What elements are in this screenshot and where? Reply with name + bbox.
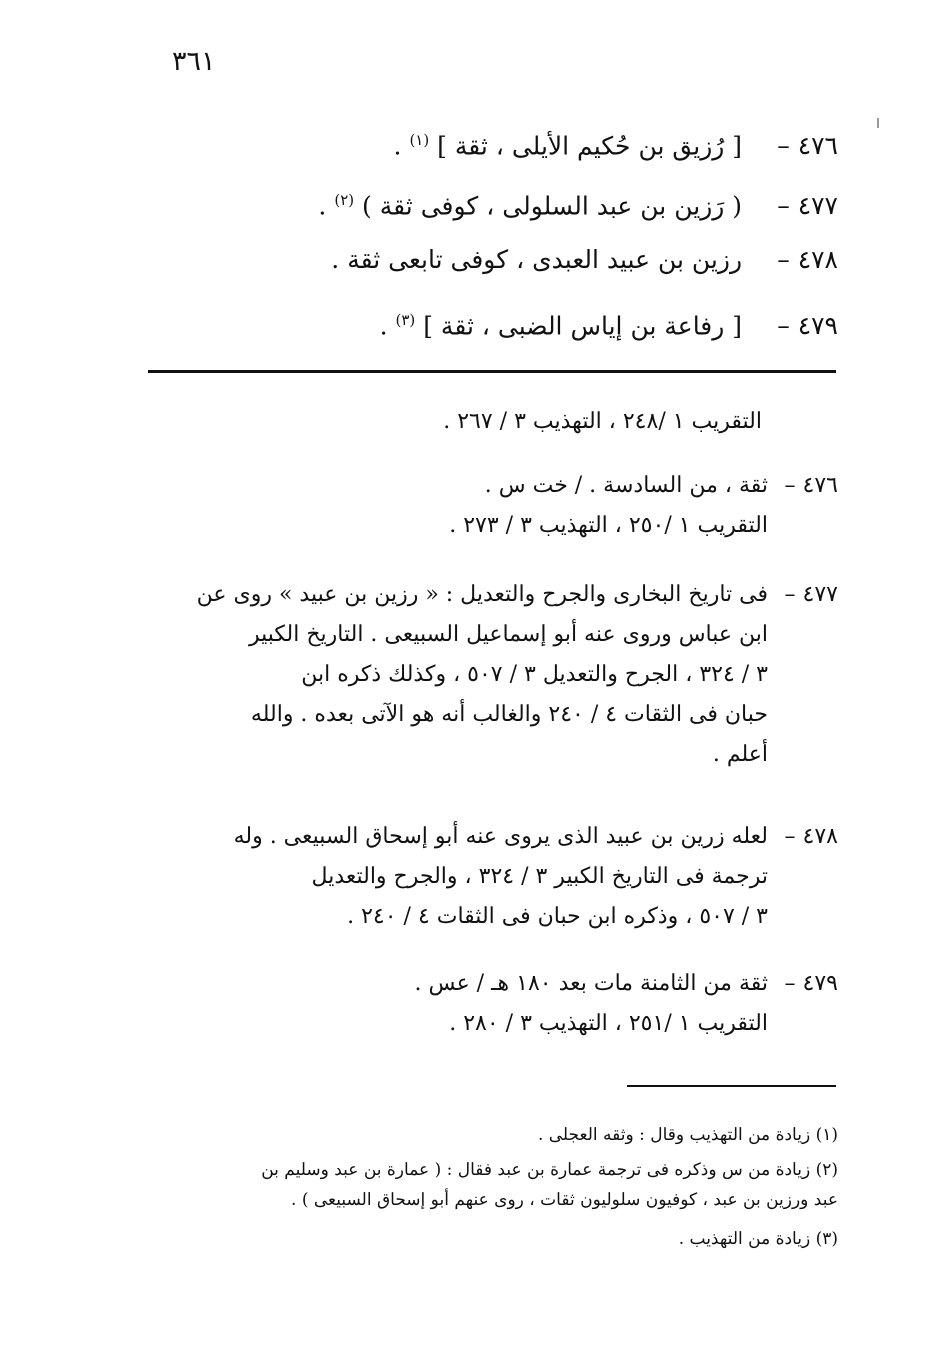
footnote-text: عبد ورزين بن عبد ، كوفيون سلوليون ثقات ، روى عنهم أبو إسحاق السبيعى ) . [291,1190,838,1210]
note-line: ثقة ، من السادسة . / خت س . [484,473,768,498]
entry-476 [394,120,838,166]
entry-477 [318,180,838,226]
note-line: أعلم . [712,742,768,767]
note-text [146,964,768,1044]
entry-479 [380,300,838,346]
footnote-ref[interactable]: (٢) [334,191,355,209]
note-number: ٤٧٩ – [784,971,838,996]
note-text [146,575,768,775]
note-477 [140,575,838,775]
entry-number: ٤٧٧ – [777,191,838,221]
entry-number: ٤٧٩ – [777,311,838,341]
note-line: ترجمة فى التاريخ الكبير ٣ / ٣٢٤ ، والجرح والتعديل [311,864,768,889]
entry-478 [331,240,838,280]
footnote-ref[interactable]: (١) [409,131,430,149]
entry-text: [ رُزيق بن حُكيم الأيلى ، ثقة ] [429,131,743,161]
entry-text: رزين بن عبيد العبدى ، كوفى تابعى ثقة . [331,245,743,274]
entry-text: ( رَزين بن عبد السلولى ، كوفى ثقة ) [354,191,743,221]
footnote-2 [152,1155,838,1215]
page-number: ٣٦١ [172,46,216,77]
note-478 [140,817,838,937]
note-line: ابن عباس وروى عنه أبو إسماعيل السبيعى . التاريخ الكبير [248,622,768,647]
note-text [146,817,768,937]
note-479 [140,964,838,1044]
note-476 [140,466,838,546]
note-line: فى تاريخ البخارى والجرح والتعديل : « رزين بن عبيد » روى عن [196,582,768,607]
footnote-1 [152,1120,838,1150]
entry-number: ٤٧٨ – [777,245,838,274]
note-line: حبان فى الثقات ٤ / ٢٤٠ والغالب أنه هو الآتى بعده . والله [250,702,768,727]
footnote-ref[interactable]: (٣) [395,311,416,329]
footnote-3 [152,1224,838,1254]
note-line: ثقة من الثامنة مات بعد ١٨٠ هـ / عس . [414,971,768,996]
note-number: ٤٧٦ – [784,473,838,498]
note-number: ٤٧٨ – [784,824,838,849]
note-line: لعله زرين بن عبيد الذى يروى عنه أبو إسحاق السبيعى . وله [233,824,768,849]
note-line: التقريب ١ /٢٥١ ، التهذيب ٣ / ٢٨٠ . [449,1011,768,1036]
entry-text: [ رفاعة بن إياس الضبى ، ثقة ] [415,311,743,341]
entry-number: ٤٧٦ – [777,131,838,161]
note-number: ٤٧٧ – [784,582,838,607]
note-line: ٣ / ٣٢٤ ، الجرح والتعديل ٣ / ٥٠٧ ، وكذلك ذكره ابن [301,662,768,687]
note-475 [140,402,838,442]
section-divider [148,370,836,373]
note-line: التقريب ١ /٢٥٠ ، التهذيب ٣ / ٢٧٣ . [449,513,768,538]
entry-end: . [393,131,410,161]
note-text [146,466,768,546]
note-line: التقريب ١ /٢٤٨ ، التهذيب ٣ / ٢٦٧ . [443,409,762,434]
note-line: ٣ / ٥٠٧ ، وذكره ابن حبان فى الثقات ٤ / ٢٤٠ . [347,904,768,929]
footnote-divider [627,1085,836,1087]
entry-end: . [379,311,396,341]
footnote-text: (٢) زيادة من س وذكره فى ترجمة عمارة بن عبد فقال : ( عمارة بن عبد وسليم بن [261,1160,838,1180]
footnote-text: (٣) زيادة من التهذيب . [678,1229,838,1249]
footnote-text: (١) زيادة من التهذيب وقال : وثقه العجلى . [537,1125,838,1145]
entry-end: . [318,191,335,221]
margin-mark [877,118,879,128]
